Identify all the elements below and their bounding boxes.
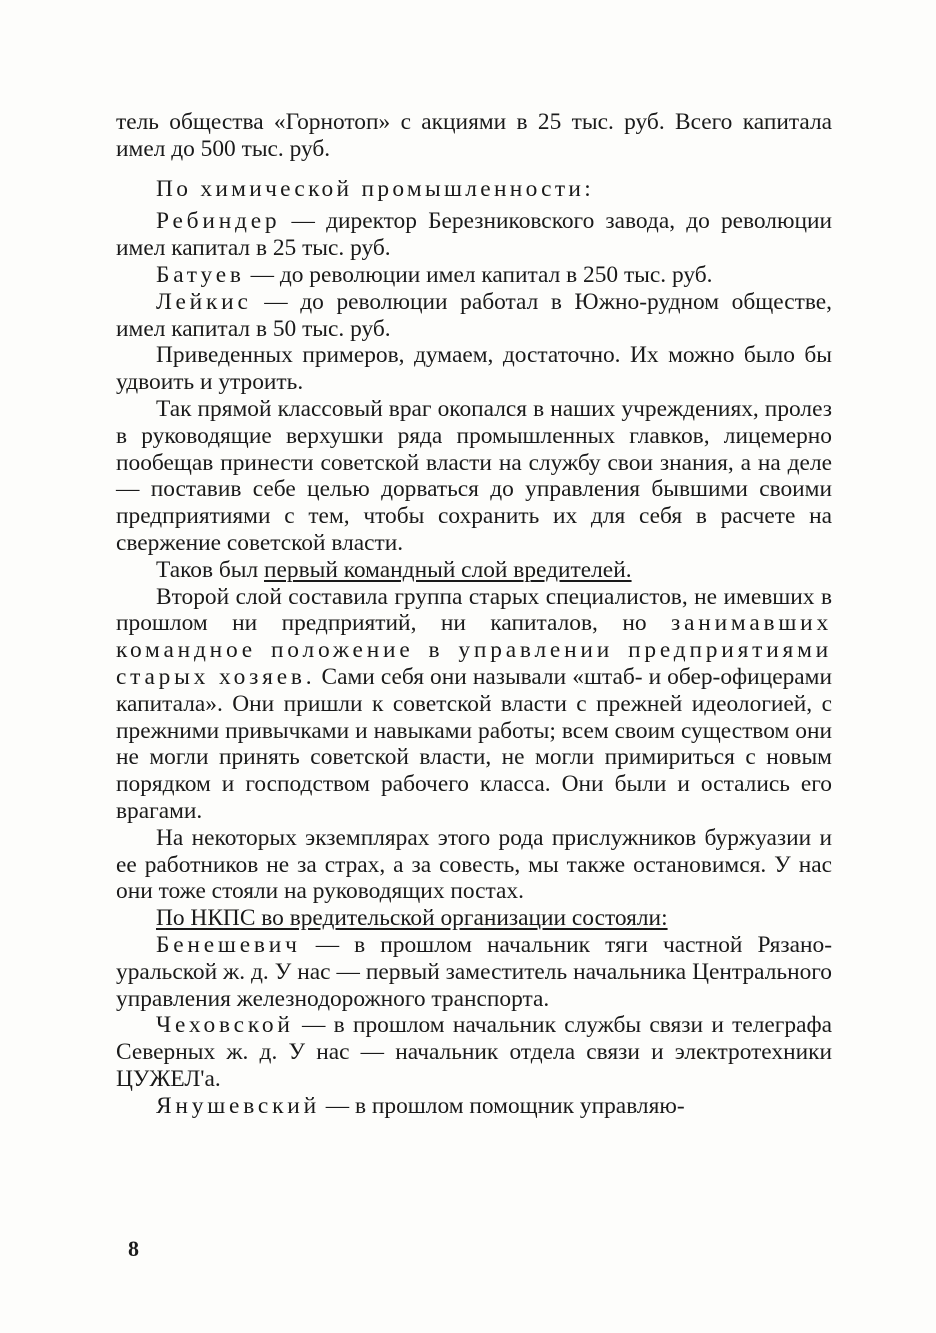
- person-name: Лейкис: [156, 288, 252, 315]
- paragraph-examples: [116, 342, 832, 396]
- person-name: Бенешевич: [156, 931, 301, 958]
- page-text: [116, 109, 832, 1119]
- paragraph-text: Второй слой составила группа старых специалистов, не имевших в прошлом ни предприятий, ни капиталов, но: [116, 583, 832, 637]
- paragraph-text: — в прошлом помощник управляю-: [319, 1092, 685, 1119]
- paragraph-text: На некоторых экземплярах этого рода прислужников буржуазии и ее работников не за страх, а за совесть, мы также остановимся. У нас они тоже стояли на руководящих постах.: [116, 824, 832, 905]
- paragraph-yanushevsky: [116, 1093, 832, 1120]
- underlined-phrase: первый командный слой вредителей.: [264, 556, 632, 583]
- paragraph-text: Таков был: [156, 556, 264, 583]
- section-heading-chemical: [116, 176, 832, 203]
- paragraph-first-layer: [116, 557, 832, 584]
- paragraph-text: — в прошлом начальник тяги частной Рязано-уральской ж. д. У нас — первый заместитель начальника Центрального управления железнодорожного транспорта.: [116, 931, 832, 1012]
- paragraph-text: — до революции работал в Южно-рудном обществе, имел капитал в 50 тыс. руб.: [116, 288, 832, 342]
- paragraph-text: — директор Березниковского завода, до революции имел капитал в 25 тыс. руб.: [116, 208, 832, 262]
- paragraph-chekhovskoi: [116, 1012, 832, 1092]
- spaced-phrase: занимавших командное положение в управлении предприятиями старых хозяев.: [116, 610, 832, 690]
- person-name: Ребиндер: [156, 208, 281, 235]
- paragraph-gornotop: [116, 109, 832, 163]
- paragraph-beneshevich: [116, 932, 832, 1012]
- paragraph-leikis: [116, 289, 832, 343]
- paragraph-text: Приведенных примеров, думаем, достаточно. Их можно было бы удвоить и утроить.: [116, 342, 832, 396]
- paragraph-some-copies: [116, 825, 832, 905]
- paragraph-text: — в прошлом начальник службы связи и телеграфа Северных ж. д. У нас — начальник отдела связи и электротехники ЦУЖЕЛ'а.: [116, 1012, 832, 1092]
- paragraph-second-layer: [116, 584, 832, 825]
- paragraph-batuev: [116, 262, 832, 289]
- paragraph-text: тель общества «Горнотоп» с акциями в 25 тыс. руб. Всего капитала имел до 500 тыс. руб.: [116, 109, 832, 162]
- person-name: Чеховской: [156, 1012, 294, 1039]
- paragraph-text: Сами себя они называли «штаб- и обер-офицерами капитала». Они пришли к советской власти с прежней идеологией, с прежними привычками и навыками работы; всем своим существом они не могли принять советской власти, не могли примириться с новым порядком и господством рабочего класса. Они были и остались его врагами.: [116, 663, 832, 824]
- paragraph-rebinder: [116, 208, 832, 262]
- paragraph-text: Так прямой классовый враг окопался в наших учреждениях, пролез в руководящие верхушки ряда промышленных главков, лицемерно пообещав принести советской власти на службу свои знания, а на деле — поставив себе целью дорваться до управления бывшими своими предприятиями с тем, чтобы сохранить их для себя в расчете на свержение советской власти.: [116, 395, 832, 556]
- page-number: 8: [128, 1236, 139, 1261]
- section-heading-text: По химической промышленности:: [156, 175, 594, 202]
- person-name: Батуев: [156, 261, 245, 288]
- section-heading-nkps: [116, 905, 832, 932]
- person-name: Янушевский: [156, 1092, 320, 1119]
- paragraph-class-enemy: [116, 396, 832, 557]
- paragraph-text: — до революции имел капитал в 250 тыс. руб.: [244, 261, 713, 288]
- section-heading-text: По НКПС во вредительской организации состояли:: [156, 905, 668, 932]
